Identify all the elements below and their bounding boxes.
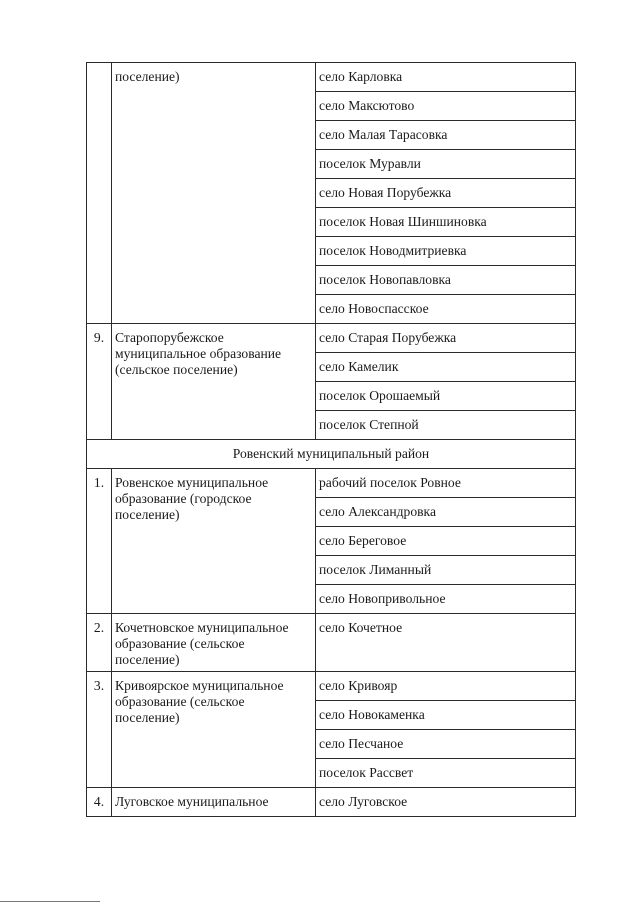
settlement-cell: село Новая Порубежка: [316, 179, 576, 208]
row-number: 2.: [87, 614, 112, 672]
municipality-name: Ровенское муниципальное образование (городское поселение): [112, 469, 316, 614]
settlement-cell: село Малая Тарасовка: [316, 121, 576, 150]
settlement-cell: село Кривояр: [316, 672, 576, 701]
settlement-cell: село Старая Порубежка: [316, 324, 576, 353]
municipality-name: Кочетновское муниципальное образование (сельское поселение): [112, 614, 316, 672]
settlement-cell: поселок Рассвет: [316, 759, 576, 788]
municipality-name: Кривоярское муниципальное образование (сельское поселение): [112, 672, 316, 788]
settlement-cell: село Максютово: [316, 92, 576, 121]
settlement-cell: поселок Новопавловка: [316, 266, 576, 295]
table-row: [87, 788, 576, 817]
settlement-cell: поселок Степной: [316, 411, 576, 440]
settlement-cell: село Александровка: [316, 498, 576, 527]
settlement-cell: село Камелик: [316, 353, 576, 382]
settlement-cell: поселок Орошаемый: [316, 382, 576, 411]
row-number: 3.: [87, 672, 112, 788]
settlement-cell: село Новоспасское: [316, 295, 576, 324]
row-number: 4.: [87, 788, 112, 817]
region-row: [87, 440, 576, 469]
settlement-cell: поселок Лиманный: [316, 556, 576, 585]
municipality-name: Старопорубежское муниципальное образование (сельское поселение): [112, 324, 316, 440]
settlements-table: [86, 62, 576, 817]
settlement-cell: село Песчаное: [316, 730, 576, 759]
settlement-cell: село Новопривольное: [316, 585, 576, 614]
settlement-cell: село Кочетное: [316, 614, 576, 672]
settlement-cell: село Луговское: [316, 788, 576, 817]
municipality-name: Луговское муниципальное: [112, 788, 316, 817]
row-number: [87, 63, 112, 324]
table-row: [87, 324, 576, 353]
settlement-cell: село Карловка: [316, 63, 576, 92]
row-number: 1.: [87, 469, 112, 614]
settlement-cell: поселок Новая Шиншиновка: [316, 208, 576, 237]
region-title: Ровенский муниципальный район: [87, 440, 576, 469]
settlement-cell: поселок Новодмитриевка: [316, 237, 576, 266]
table-row: [87, 614, 576, 672]
settlement-cell: село Новокаменка: [316, 701, 576, 730]
footnote-divider: [0, 901, 100, 902]
row-number: 9.: [87, 324, 112, 440]
table-row: [87, 63, 576, 92]
settlement-cell: поселок Муравли: [316, 150, 576, 179]
municipality-name: поселение): [112, 63, 316, 324]
table-row: [87, 672, 576, 701]
settlement-cell: село Береговое: [316, 527, 576, 556]
settlement-cell: рабочий поселок Ровное: [316, 469, 576, 498]
table-row: [87, 469, 576, 498]
